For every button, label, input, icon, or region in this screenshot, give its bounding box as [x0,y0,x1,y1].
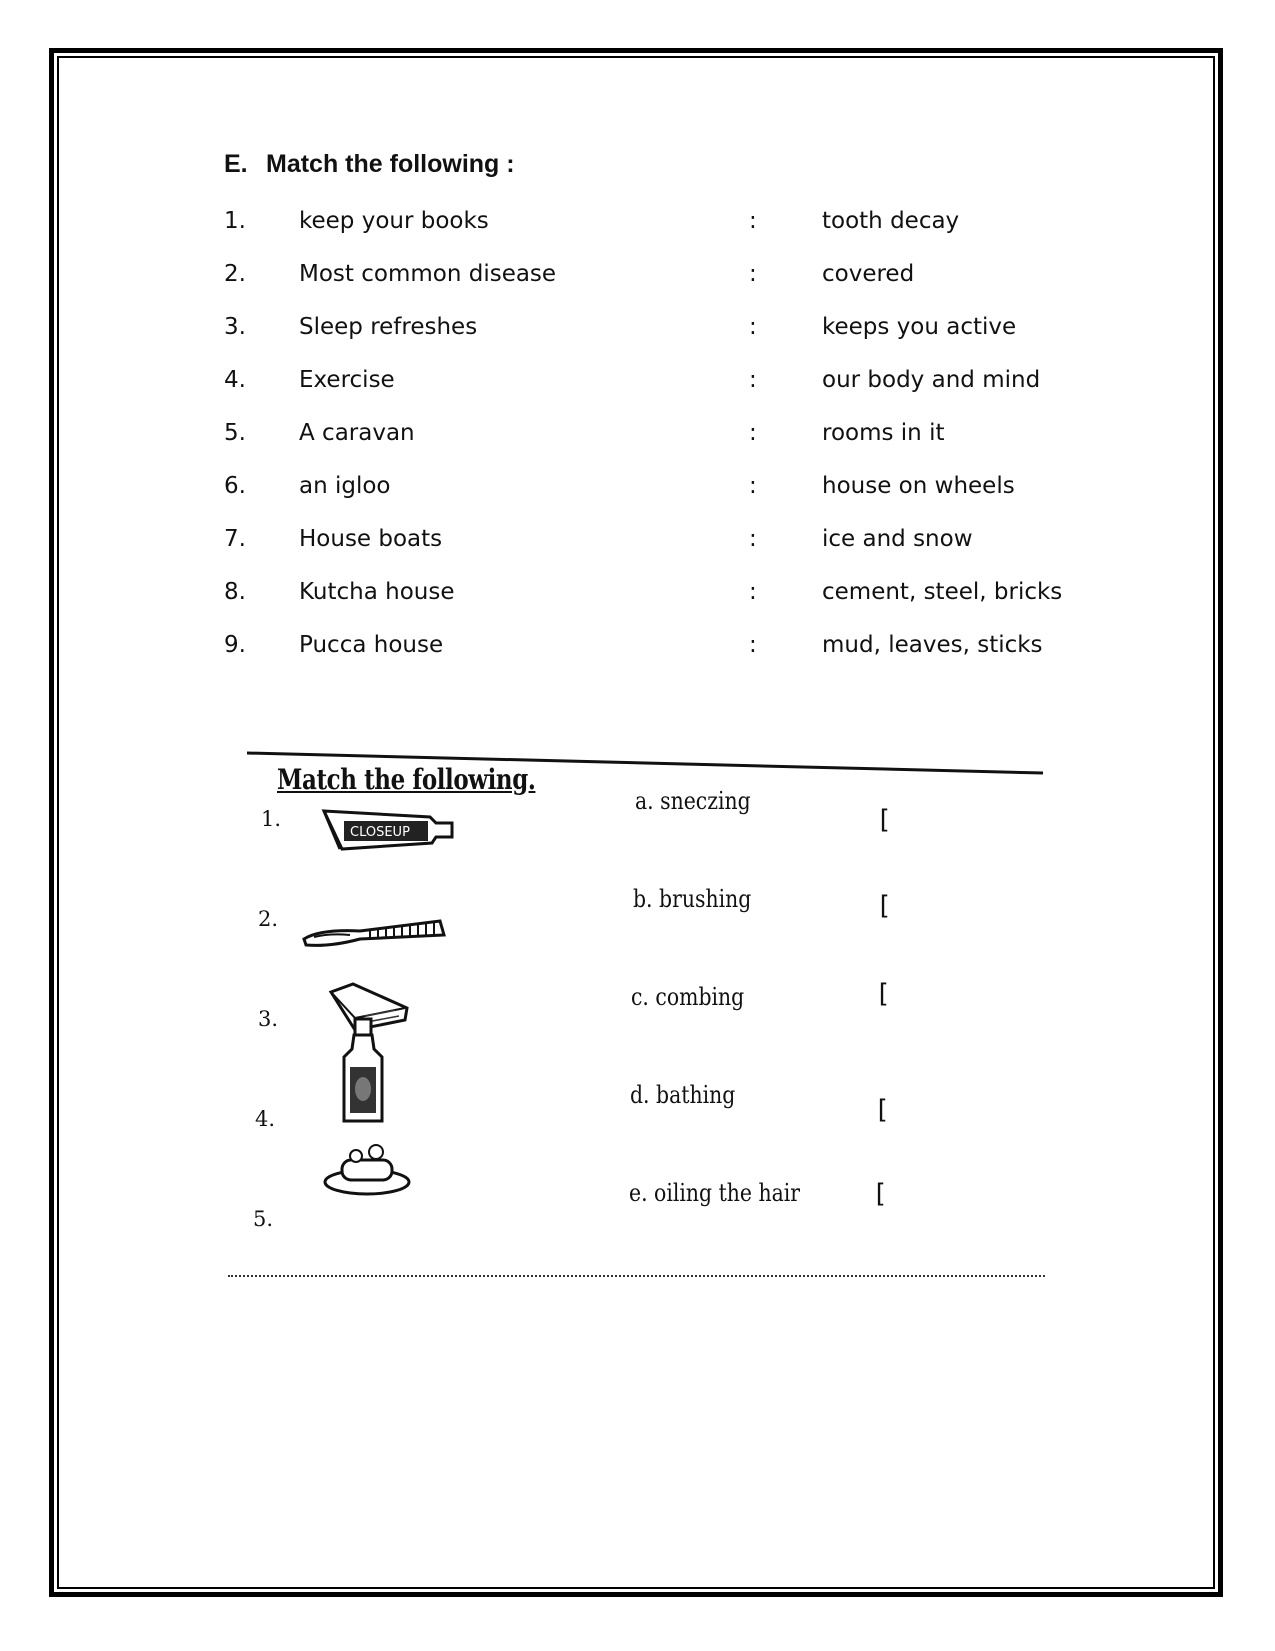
match-row [0,473,1275,513]
scanned-worksheet [225,745,1045,1285]
toothpaste-icon [320,805,455,855]
match-number: 6. [224,473,246,499]
match-right: our body and mind [822,367,1041,393]
match-left: keep your books [299,208,489,234]
match-number: 4. [224,367,246,393]
match-left: Sleep refreshes [299,314,478,340]
match-colon: : [749,632,757,658]
match-colon: : [749,420,757,446]
match-left: Most common disease [299,261,557,287]
match-number: 3. [224,314,246,340]
match-left: an igloo [299,473,391,499]
scan-number: 4. [255,1107,276,1131]
match-row [0,579,1275,619]
answer-bracket: [ [875,979,891,1009]
match-number: 5. [224,420,246,446]
scan-option: d. bathing [630,1081,736,1109]
match-row [0,314,1275,354]
match-left: Pucca house [299,632,444,658]
match-number: 9. [224,632,246,658]
answer-bracket: [ [876,805,892,835]
scan-option: b. brushing [633,885,752,913]
scan-option: a. sneczing [635,787,751,815]
match-right: ice and snow [822,526,973,552]
answer-bracket: [ [874,1095,890,1125]
match-number: 8. [224,579,246,605]
comb-icon [300,913,450,953]
match-colon: : [749,473,757,499]
match-row [0,632,1275,672]
match-colon: : [749,208,757,234]
match-colon: : [749,261,757,287]
match-row [0,261,1275,301]
match-colon: : [749,367,757,393]
oil-bottle-icon [338,1015,388,1130]
section-title: Match the following : [266,150,515,178]
section-letter: E. [224,150,248,178]
match-colon: : [749,314,757,340]
match-right: mud, leaves, sticks [822,632,1043,658]
match-row [0,526,1275,566]
scan-number: 2. [258,907,279,931]
match-right: rooms in it [822,420,945,446]
scan-number: 3. [258,1007,279,1031]
svg-text:CLOSEUP: CLOSEUP [350,825,410,840]
match-left: Exercise [299,367,395,393]
match-colon: : [749,579,757,605]
scan-heading: Match the following. [277,763,536,796]
answer-bracket: [ [876,891,892,921]
match-number: 7. [224,526,246,552]
match-row [0,367,1275,407]
match-right: tooth decay [822,208,960,234]
section-heading [224,150,515,179]
match-number: 2. [224,261,246,287]
match-row [0,208,1275,248]
scan-number: 5. [253,1207,274,1231]
match-right: covered [822,261,915,287]
scan-number: 1. [261,807,282,831]
soap-dish-icon [320,1140,415,1200]
match-row [0,420,1275,460]
match-right: cement, steel, bricks [822,579,1063,605]
match-left: A caravan [299,420,415,446]
scan-option: c. combing [631,983,745,1011]
match-left: Kutcha house [299,579,455,605]
answer-bracket: [ [872,1179,888,1209]
match-right: house on wheels [822,473,1015,499]
match-left: House boats [299,526,443,552]
match-right: keeps you active [822,314,1017,340]
match-number: 1. [224,208,246,234]
scan-bottom-rule [228,1275,1045,1277]
match-colon: : [749,526,757,552]
scan-option: e. oiling the hair [629,1179,801,1207]
